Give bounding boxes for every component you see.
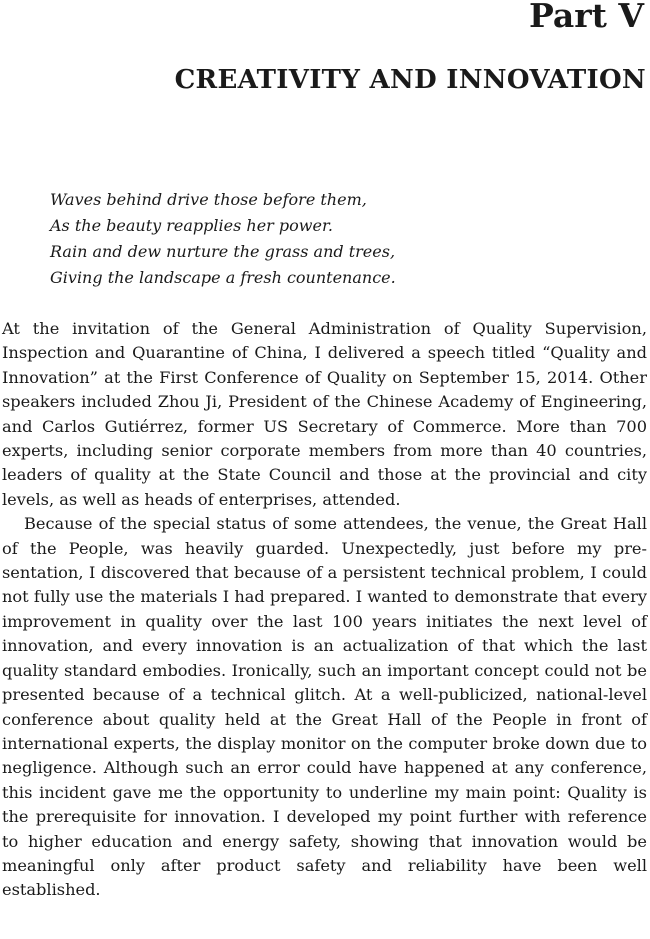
part-title: CREATIVITY AND INNOVATION — [174, 65, 646, 95]
epigraph-line: As the beauty reapplies her power. — [50, 216, 333, 235]
body-text — [2, 317, 647, 903]
paragraph-venue: Because of the special status of some attendees, the venue, the Great Hall of the People, was heavily guarded. Unexpectedly, just before my pre-sentation, I discovered that because of a persistent technical problem, I could not fully use the materials I had prepared. I wanted to demonstrate that every improvement in quality over the last 100 years initiates the next level of innovation, and every innovation is an actualization of that which the last quality standard embodies. Ironically, such an important concept could not be presented because of a technical glitch. At a well-publicized, national-level conference about quality held at the Great Hall of the People in front of international experts, the display monitor on the computer broke down due to negligence. Although such an error could have happened at any conference, this incident gave me the opportunity to underline my main point: Quality is the prerequisite for innovation. I developed my point further with reference to higher education and energy safety, showing that innovation would be meaningful only after product safety and reliability have been well established. — [2, 514, 647, 900]
part-label: Part V — [528, 0, 644, 35]
paragraph-invitation: At the invitation of the General Administration of Quality Supervision, Inspection and Quarantine of China, I delivered a speech titled “Quality and Innovation” at the First Conference of Quality on September 15, 2014. Other speakers included Zhou Ji, President of the Chinese Academy of Engineering, and Carlos Gutiérrez, former US Secretary of Commerce. More than 700 experts, including senior corporate members from more than 40 countries, leaders of quality at the State Council and those at the provincial and city levels, as well as heads of enterprises, attended. — [2, 319, 647, 509]
epigraph-line: Waves behind drive those before them, — [50, 190, 367, 209]
epigraph-line: Rain and dew nurture the grass and trees, — [50, 242, 396, 261]
epigraph — [50, 187, 610, 291]
epigraph-line: Giving the landscape a fresh countenance. — [50, 268, 396, 287]
